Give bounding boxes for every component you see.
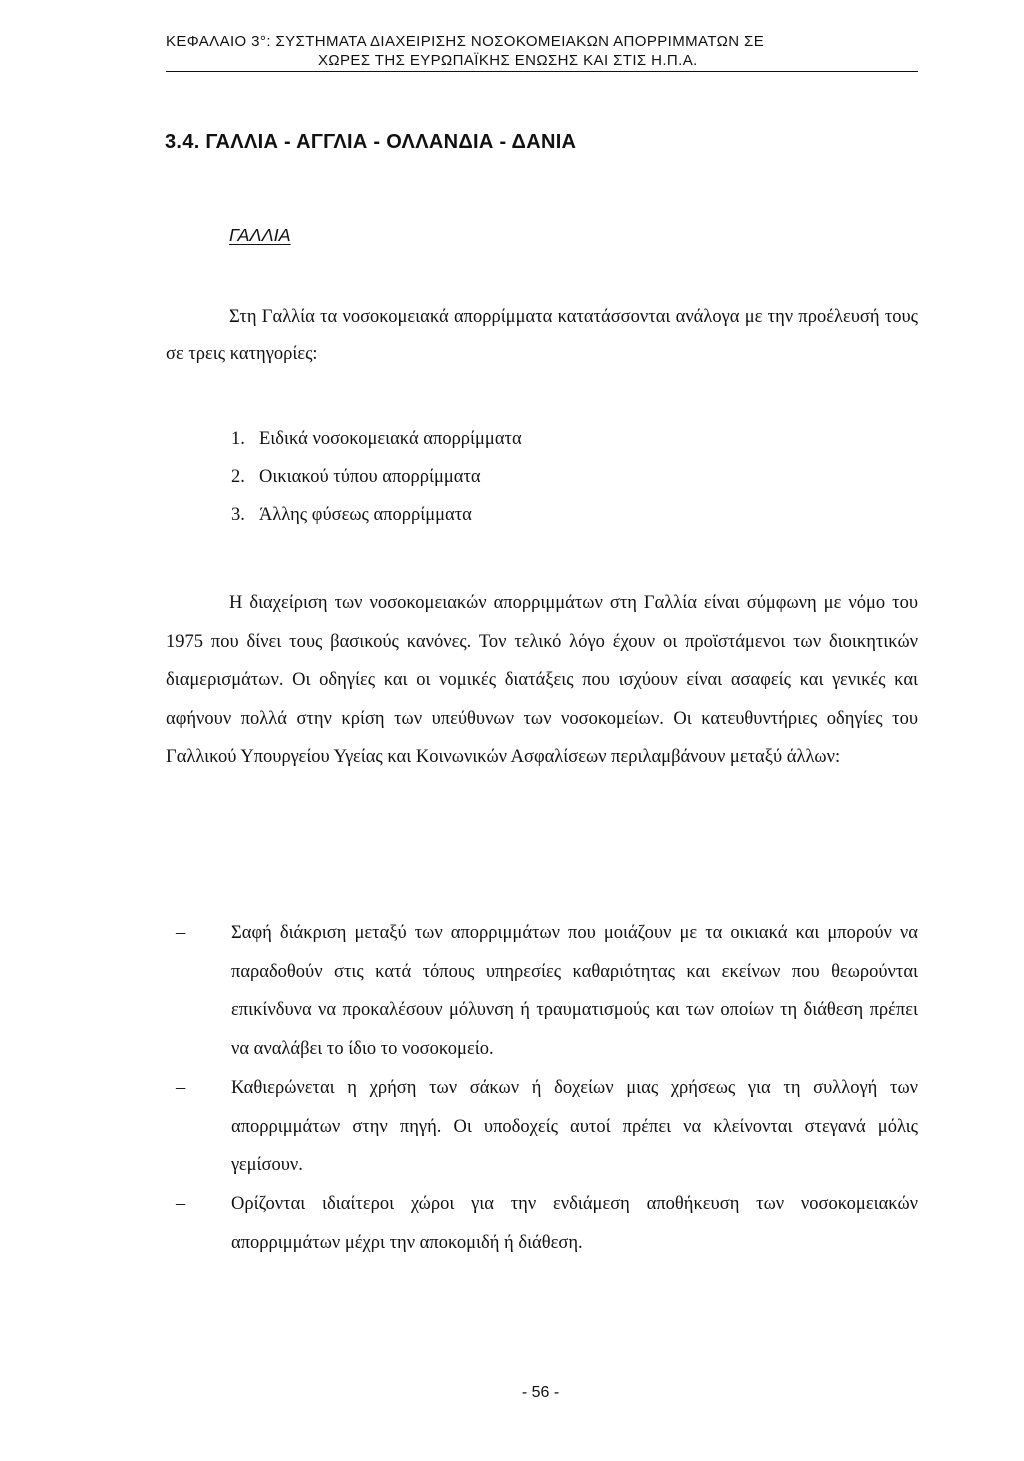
list-item-text: Ορίζονται ιδιαίτεροι χώροι για την ενδιάμεση αποθήκευση των νοσοκομειακών απορριμμάτων μέχρι την αποκομιδή ή διάθεση. xyxy=(231,1193,918,1253)
running-header xyxy=(166,32,918,72)
list-item-number: 3. xyxy=(231,505,245,525)
list-item xyxy=(231,458,522,496)
list-item xyxy=(231,420,522,458)
dash-bullet: – xyxy=(176,1077,186,1098)
waste-categories-list xyxy=(231,420,522,534)
country-subheading: ΓΑΛΛΙΑ xyxy=(229,225,291,245)
list-item xyxy=(166,914,918,1069)
running-header-line-1: ΚΕΦΑΛΑΙΟ 3°: ΣΥΣΤΗΜΑΤΑ ΔΙΑΧΕΙΡΙΣΗΣ ΝΟΣΟΚΟΜΕΙΑΚΩΝ ΑΠΟΡΡΙΜΜΑΤΩΝ ΣΕ xyxy=(166,33,765,50)
list-item xyxy=(231,496,522,534)
list-item-text: Ειδικά νοσοκομειακά απορρίμματα xyxy=(259,429,522,449)
page-number: - 56 - xyxy=(521,1384,560,1401)
list-item-text: Οικιακού τύπου απορρίμματα xyxy=(259,467,481,487)
section-heading: 3.4. ΓΑΛΛΙΑ - ΑΓΓΛΙΑ - ΟΛΛΑΝΔΙΑ - ΔΑΝΙΑ xyxy=(165,131,577,153)
intro-paragraph xyxy=(166,299,918,373)
list-item xyxy=(166,1185,918,1262)
header-rule xyxy=(166,71,918,72)
list-item-text: Καθιερώνεται η χρήση των σάκων ή δοχείων μιας χρήσεως για τη συλλογή των απορριμμάτων στην πηγή. Οι υποδοχείς αυτοί πρέπει να κλείνονται στεγανά μόλις γεμίσουν. xyxy=(231,1077,918,1176)
dash-bullet: – xyxy=(176,1193,186,1214)
list-item-number: 2. xyxy=(231,467,245,487)
list-item-text: Σαφή διάκριση μεταξύ των απορριμμάτων που μοιάζουν με τα οικιακά και μπορούν να παραδοθούν στις κατά τόπους υπηρεσίες καθαριότητας και εκείνων που θεωρούνται επικίνδυνα να προκαλέσουν μόλυνση ή τραυματισμούς και των οποίων τη διάθεση πρέπει να αναλάβει το ίδιο το νοσοκομείο. xyxy=(231,923,918,1060)
intro-text: Στη Γαλλία τα νοσοκομειακά απορρίμματα κατατάσσονται ανάλογα με την προέλευσή τους σε τρεις κατηγορίες: xyxy=(166,307,918,364)
list-item xyxy=(166,1069,918,1185)
list-item-number: 1. xyxy=(231,429,245,449)
body-text: Η διαχείριση των νοσοκομειακών απορριμμάτων στη Γαλλία είναι σύμφωνη με νόμο του 1975 που δίνει τους βασικούς κανόνες. Τον τελικό λόγο έχουν οι προϊστάμενοι των διοικητικών διαμερισμάτων. Οι οδηγίες και οι νομικές διατάξεις που ισχύουν είναι ασαφείς και γενικές και αφήνουν πολλά στην κρίση των υπεύθυνων των νοσοκομείων. Οι κατευθυντήριες οδηγίες του Γαλλικού Υπουργείου Υγείας και Κοινωνικών Ασφαλίσεων περιλαμβάνουν μεταξύ άλλων: xyxy=(166,593,918,768)
body-paragraph xyxy=(166,584,918,777)
guidelines-list xyxy=(166,914,918,1262)
dash-bullet: – xyxy=(176,923,186,943)
list-item-text: Άλλης φύσεως απορρίμματα xyxy=(259,505,472,525)
running-header-line-2: ΧΩΡΕΣ ΤΗΣ ΕΥΡΩΠΑΪΚΗΣ ΕΝΩΣΗΣ ΚΑΙ ΣΤΙΣ Η.Π.Α. xyxy=(318,52,698,69)
